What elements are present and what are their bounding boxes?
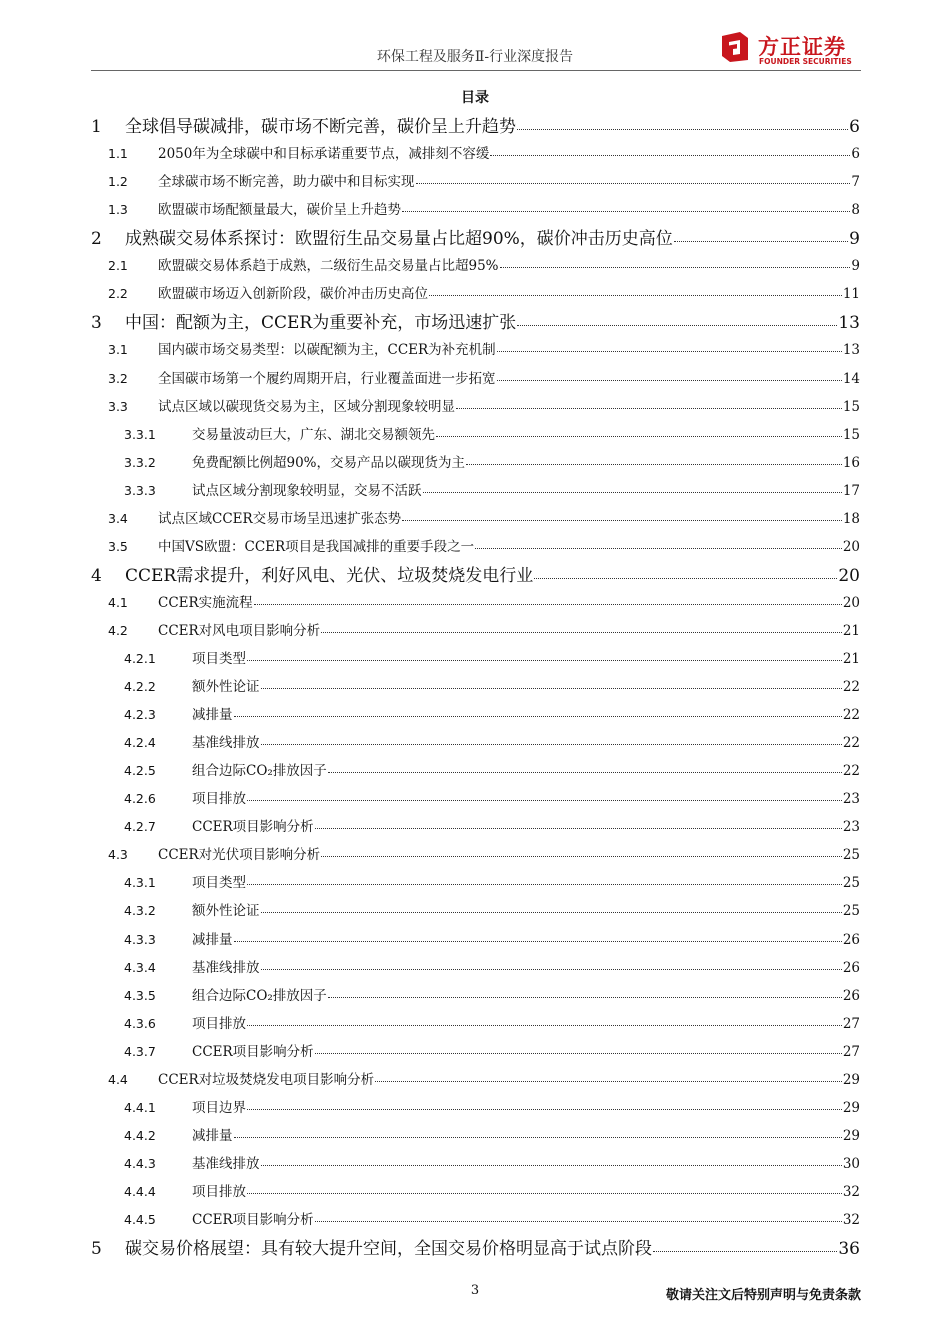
toc-entry-page: 15 bbox=[842, 426, 860, 443]
toc-entry-number: 3.3.3 bbox=[124, 482, 156, 498]
toc-entry-number: 4.4 bbox=[108, 1071, 128, 1087]
report-header-title: 环保工程及服务Ⅱ-行业深度报告 bbox=[376, 49, 574, 65]
toc-leader-dots bbox=[261, 744, 842, 745]
toc-leader-dots bbox=[534, 578, 837, 579]
toc-entry-page: 20 bbox=[842, 538, 860, 555]
toc-leader-dots bbox=[261, 688, 842, 689]
toc-leader-dots bbox=[315, 1053, 842, 1054]
toc-entry[interactable] bbox=[108, 142, 860, 162]
toc-entry[interactable] bbox=[108, 198, 860, 218]
toc-entry-page: 22 bbox=[842, 735, 860, 752]
toc-entry-title: 全球碳市场不断完善，助力碳中和目标实现 bbox=[158, 174, 415, 191]
toc-entry-number: 1 bbox=[91, 117, 102, 137]
toc-entry-title: 项目排放 bbox=[192, 1015, 246, 1032]
toc-entry-number: 4.2.1 bbox=[124, 651, 156, 666]
toc-entry-page: 29 bbox=[842, 1071, 860, 1088]
toc-entry-number: 2 bbox=[91, 229, 102, 250]
toc-leader-dots bbox=[247, 660, 842, 661]
toc-entry[interactable] bbox=[91, 1234, 860, 1259]
toc-entry-title: 项目排放 bbox=[192, 791, 246, 808]
toc-leader-dots bbox=[490, 155, 850, 156]
toc-entry[interactable] bbox=[91, 308, 860, 333]
toc-entry-title: 试点区域以碳现货交易为主，区域分割现象较明显 bbox=[158, 398, 455, 415]
toc-entry[interactable] bbox=[124, 1040, 860, 1060]
toc-entry-page: 36 bbox=[838, 1239, 860, 1259]
toc-entry-number: 2.2 bbox=[108, 286, 128, 302]
toc-leader-dots bbox=[500, 267, 851, 268]
toc-entry[interactable] bbox=[124, 647, 860, 667]
toc-entry[interactable] bbox=[124, 787, 860, 807]
toc-leader-dots bbox=[247, 800, 842, 801]
toc-leader-dots bbox=[517, 129, 848, 130]
toc-leader-dots bbox=[315, 1221, 842, 1222]
toc-entry-number: 4.4.4 bbox=[124, 1183, 156, 1199]
toc-entry-title: 中国：配额为主，CCER为重要补充，市场迅速扩张 bbox=[125, 313, 517, 334]
page-number: 3 bbox=[470, 1283, 480, 1298]
toc-entry-title: 欧盟碳市场迈入创新阶段，碳价冲击历史高位 bbox=[158, 286, 428, 303]
toc-leader-dots bbox=[234, 716, 842, 717]
toc-entry-title: 项目类型 bbox=[192, 651, 246, 667]
toc-entry-page: 32 bbox=[842, 1212, 860, 1228]
toc-entry-number: 4.2 bbox=[108, 622, 128, 638]
toc-entry-title: CCER需求提升，利好风电、光伏、垃圾焚烧发电行业 bbox=[125, 565, 534, 586]
toc-leader-dots bbox=[261, 969, 842, 970]
toc-entry-title: CCER项目影响分析 bbox=[192, 1043, 314, 1060]
toc-entry[interactable] bbox=[124, 928, 860, 948]
toc-entry-page: 9 bbox=[849, 229, 860, 250]
toc-entry-page: 16 bbox=[842, 454, 860, 471]
toc-leader-dots bbox=[315, 828, 842, 829]
toc-entry[interactable] bbox=[124, 423, 860, 443]
toc-leader-dots bbox=[497, 380, 842, 381]
toc-entry-page: 11 bbox=[842, 286, 860, 303]
toc-entry-page: 21 bbox=[842, 651, 860, 667]
toc-leader-dots bbox=[234, 941, 842, 942]
toc-entry-number: 3.3 bbox=[108, 398, 128, 414]
toc-entry-number: 4.3.4 bbox=[124, 959, 156, 975]
toc-entry[interactable] bbox=[124, 956, 860, 976]
toc-entry-page: 22 bbox=[842, 763, 860, 780]
toc-entry[interactable] bbox=[124, 1096, 860, 1116]
toc-entry-number: 1.2 bbox=[108, 174, 128, 190]
toc-entry[interactable] bbox=[108, 170, 860, 190]
toc-leader-dots bbox=[247, 1193, 842, 1194]
toc-leader-dots bbox=[674, 241, 848, 242]
toc-entry[interactable] bbox=[124, 899, 860, 919]
disclaimer-notice: 敬请关注文后特别声明与免责条款 bbox=[665, 1288, 861, 1303]
toc-entry-number: 4.4.2 bbox=[124, 1127, 156, 1143]
toc-entry-number: 4.3.6 bbox=[124, 1015, 156, 1031]
toc-entry[interactable] bbox=[124, 759, 860, 779]
toc-entry-title: 全国碳市场第一个履约周期开启，行业覆盖面进一步拓宽 bbox=[158, 370, 496, 387]
toc-entry-number: 3.5 bbox=[108, 538, 128, 554]
toc-leader-dots bbox=[423, 492, 842, 493]
toc-entry-number: 4.3 bbox=[108, 847, 128, 863]
toc-entry-page: 26 bbox=[842, 959, 860, 976]
toc-entry-title: 试点区域CCER交易市场呈迅速扩张态势 bbox=[158, 510, 402, 527]
toc-leader-dots bbox=[375, 1081, 842, 1082]
toc-entry-number: 1.3 bbox=[108, 202, 128, 218]
toc-leader-dots bbox=[321, 632, 842, 633]
toc-leader-dots bbox=[402, 211, 850, 212]
toc-entry-page: 23 bbox=[842, 791, 860, 808]
toc-entry-number: 4.2.2 bbox=[124, 679, 156, 694]
toc-entry-page: 30 bbox=[842, 1155, 860, 1172]
toc-leader-dots bbox=[436, 436, 842, 437]
toc-entry-number: 3.3.2 bbox=[124, 454, 156, 470]
toc-entry-page: 26 bbox=[842, 987, 860, 1004]
toc-entry-page: 21 bbox=[842, 622, 860, 639]
toc-leader-dots bbox=[456, 408, 842, 409]
toc-entry-page: 6 bbox=[851, 146, 860, 163]
toc-entry[interactable] bbox=[124, 1180, 860, 1200]
toc-entry[interactable] bbox=[124, 1012, 860, 1032]
toc-entry-number: 4.3.5 bbox=[124, 987, 156, 1003]
toc-leader-dots bbox=[653, 1251, 837, 1252]
toc-entry[interactable] bbox=[124, 815, 860, 835]
toc-entry-page: 9 bbox=[851, 258, 860, 275]
toc-entry-title: 项目边界 bbox=[192, 1099, 246, 1116]
toc-entry[interactable] bbox=[108, 535, 860, 555]
toc-entry[interactable] bbox=[91, 561, 860, 586]
toc-leader-dots bbox=[517, 325, 837, 326]
toc-leader-dots bbox=[416, 183, 851, 184]
toc-entry[interactable] bbox=[124, 984, 860, 1004]
toc-entry[interactable] bbox=[108, 507, 860, 527]
toc-leader-dots bbox=[261, 1165, 842, 1166]
toc-leader-dots bbox=[328, 997, 842, 998]
toc-entry-number: 4.2.4 bbox=[124, 735, 156, 751]
toc-entry-number: 4.3.1 bbox=[124, 875, 156, 891]
toc-entry-page: 14 bbox=[842, 370, 860, 387]
toc-entry-page: 27 bbox=[842, 1043, 860, 1060]
toc-entry-title: 国内碳市场交易类型：以碳配额为主，CCER为补充机制 bbox=[158, 342, 496, 359]
toc-entry-title: 组合边际CO₂排放因子 bbox=[192, 763, 327, 780]
toc-entry[interactable] bbox=[108, 254, 860, 274]
toc-leader-dots bbox=[497, 351, 842, 352]
toc-entry-title: 减排量 bbox=[192, 707, 233, 724]
toc-leader-dots bbox=[247, 1109, 842, 1110]
toc-entry-page: 32 bbox=[842, 1183, 860, 1200]
toc-entry-number: 3.1 bbox=[108, 342, 128, 358]
toc-entry[interactable] bbox=[108, 591, 860, 611]
toc-title: 目录 bbox=[461, 90, 489, 106]
toc-entry[interactable] bbox=[124, 703, 860, 723]
toc-entry-title: 项目排放 bbox=[192, 1183, 246, 1200]
toc-entry-title: 减排量 bbox=[192, 931, 233, 948]
toc-entry-page: 6 bbox=[849, 117, 860, 137]
toc-entry-title: 试点区域分割现象较明显，交易不活跃 bbox=[192, 482, 422, 499]
toc-entry-number: 4.4.1 bbox=[124, 1099, 156, 1115]
toc-entry-page: 25 bbox=[842, 903, 860, 920]
toc-entry-title: 全球倡导碳减排，碳市场不断完善，碳价呈上升趋势 bbox=[125, 117, 516, 137]
toc-entry-title: 基准线排放 bbox=[192, 1155, 260, 1172]
toc-entry-page: 22 bbox=[842, 707, 860, 724]
toc-entry[interactable] bbox=[124, 1152, 860, 1172]
toc-entry-number: 3.3.1 bbox=[124, 426, 156, 442]
toc-entry-number: 4.4.3 bbox=[124, 1155, 156, 1171]
toc-entry[interactable] bbox=[108, 367, 860, 387]
toc-entry-page: 20 bbox=[838, 565, 860, 586]
toc-entry-number: 2.1 bbox=[108, 258, 128, 274]
toc-entry-number: 3.4 bbox=[108, 510, 128, 526]
toc-entry-title: 额外性论证 bbox=[192, 903, 260, 920]
toc-entry-title: 基准线排放 bbox=[192, 735, 260, 752]
toc-entry-page: 18 bbox=[842, 510, 860, 527]
toc-entry-number: 4 bbox=[91, 565, 102, 586]
toc-entry-number: 4.2.7 bbox=[124, 819, 156, 835]
toc-entry-title: CCER项目影响分析 bbox=[192, 1212, 314, 1228]
toc-entry-title: 交易量波动巨大，广东、湖北交易额领先 bbox=[192, 426, 435, 443]
toc-entry-page: 23 bbox=[842, 819, 860, 836]
toc-entry[interactable] bbox=[108, 843, 860, 863]
toc-entry-page: 15 bbox=[842, 398, 860, 415]
toc-entry[interactable] bbox=[91, 224, 860, 249]
toc-leader-dots bbox=[466, 464, 842, 465]
toc-entry-page: 13 bbox=[842, 342, 860, 359]
toc-entry-number: 4.2.5 bbox=[124, 763, 156, 779]
toc-entry-title: CCER对光伏项目影响分析 bbox=[158, 847, 321, 864]
toc-leader-dots bbox=[429, 295, 842, 296]
toc-leader-dots bbox=[402, 520, 842, 521]
toc-entry-title: 基准线排放 bbox=[192, 959, 260, 976]
toc-entry-number: 1.1 bbox=[108, 146, 128, 162]
toc-entry-page: 8 bbox=[851, 202, 860, 219]
toc-entry-page: 7 bbox=[851, 174, 860, 191]
toc-entry-number: 3 bbox=[91, 313, 102, 334]
toc-leader-dots bbox=[234, 1137, 842, 1138]
toc-entry[interactable] bbox=[108, 282, 860, 302]
toc-entry-number: 3.2 bbox=[108, 370, 128, 386]
toc-entry-page: 20 bbox=[842, 594, 860, 611]
logo-english-name: FOUNDER SECURITIES bbox=[759, 57, 852, 66]
toc-entry-page: 27 bbox=[842, 1015, 860, 1032]
toc-entry-number: 5 bbox=[91, 1239, 102, 1259]
toc-entry-number: 4.2.6 bbox=[124, 791, 156, 807]
toc-entry[interactable] bbox=[91, 112, 860, 137]
toc-entry-page: 29 bbox=[842, 1127, 860, 1144]
toc-entry[interactable] bbox=[124, 451, 860, 471]
toc-entry-page: 13 bbox=[838, 313, 860, 334]
toc-entry-title: 中国VS欧盟：CCER项目是我国减排的重要手段之一 bbox=[158, 538, 475, 555]
toc-entry[interactable] bbox=[108, 395, 860, 415]
toc-entry[interactable] bbox=[108, 619, 860, 639]
toc-entry-page: 26 bbox=[842, 931, 860, 948]
toc-entry-title: 2050年为全球碳中和目标承诺重要节点，减排刻不容缓 bbox=[158, 146, 490, 163]
toc-entry-title: CCER对垃圾焚烧发电项目影响分析 bbox=[158, 1071, 375, 1088]
toc-entry[interactable] bbox=[124, 479, 860, 499]
toc-entry-number: 4.4.5 bbox=[124, 1212, 156, 1227]
toc-entry-title: CCER对风电项目影响分析 bbox=[158, 622, 321, 639]
toc-entry[interactable] bbox=[124, 1124, 860, 1144]
toc-entry-page: 25 bbox=[842, 875, 860, 892]
toc-entry-title: 组合边际CO₂排放因子 bbox=[192, 987, 327, 1004]
toc-leader-dots bbox=[254, 604, 842, 605]
toc-entry-page: 29 bbox=[842, 1099, 860, 1116]
toc-entry-number: 4.3.7 bbox=[124, 1043, 156, 1059]
toc-entry-number: 4.2.3 bbox=[124, 707, 156, 723]
toc-entry-title: 欧盟碳交易体系趋于成熟，二级衍生品交易量占比超95% bbox=[158, 258, 499, 275]
toc-entry[interactable] bbox=[108, 1068, 860, 1088]
toc-entry-page: 22 bbox=[842, 679, 860, 695]
toc-entry-title: 额外性论证 bbox=[192, 679, 260, 695]
toc-entry-number: 4.3.3 bbox=[124, 931, 156, 947]
toc-entry[interactable] bbox=[124, 675, 860, 695]
toc-entry-title: CCER项目影响分析 bbox=[192, 819, 314, 836]
toc-entry[interactable] bbox=[124, 1208, 860, 1228]
toc-entry-number: 4.3.2 bbox=[124, 903, 156, 919]
toc-leader-dots bbox=[261, 912, 842, 913]
logo-chinese-name: 方正证券 bbox=[758, 35, 846, 59]
toc-leader-dots bbox=[475, 548, 842, 549]
toc-entry-title: 项目类型 bbox=[192, 875, 246, 892]
toc-leader-dots bbox=[247, 1025, 842, 1026]
toc-entry-title: CCER实施流程 bbox=[158, 594, 253, 611]
toc-entry-title: 减排量 bbox=[192, 1127, 233, 1144]
toc-entry-page: 25 bbox=[842, 847, 860, 864]
toc-entry-title: 欧盟碳市场配额量最大，碳价呈上升趋势 bbox=[158, 202, 401, 219]
toc-entry-title: 免费配额比例超90%，交易产品以碳现货为主 bbox=[192, 454, 466, 471]
toc-entry-page: 17 bbox=[842, 482, 860, 499]
toc-leader-dots bbox=[328, 772, 842, 773]
toc-entry-number: 4.1 bbox=[108, 594, 128, 610]
toc-entry[interactable] bbox=[124, 871, 860, 891]
toc-entry[interactable] bbox=[124, 731, 860, 751]
toc-entry-title: 碳交易价格展望：具有较大提升空间，全国交易价格明显高于试点阶段 bbox=[125, 1239, 652, 1259]
toc-entry[interactable] bbox=[108, 338, 860, 358]
toc-entry-title: 成熟碳交易体系探讨：欧盟衍生品交易量占比超90%，碳价冲击历史高位 bbox=[125, 229, 673, 250]
toc-leader-dots bbox=[321, 856, 842, 857]
toc-leader-dots bbox=[247, 884, 842, 885]
